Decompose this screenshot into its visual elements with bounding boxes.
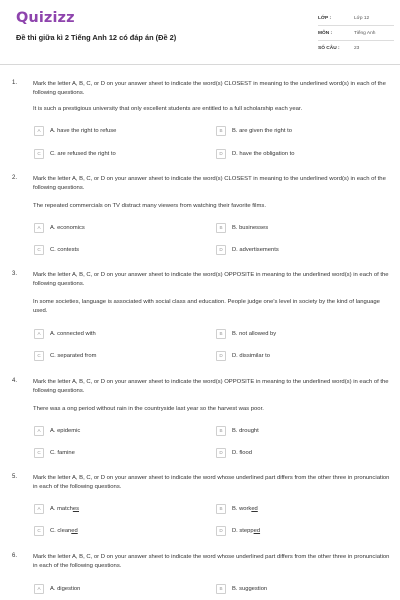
question-number: 2. [12, 175, 18, 181]
option-letter-box: D [216, 245, 226, 255]
question-number: 5. [12, 474, 18, 480]
option-c[interactable] [34, 148, 116, 159]
option-letter-box: A [34, 329, 44, 339]
meta-label: SỐ CÂU : [318, 46, 340, 51]
quizizz-logo: Quizizz [16, 10, 75, 26]
option-text: A. digestion [50, 585, 81, 592]
meta-label: MÔN : [318, 30, 333, 36]
question-passage: In some societies, language is associated with social class and education. People judge one's level in society by the kind of language used. [33, 299, 380, 314]
question-number: 6. [12, 553, 18, 559]
option-text: B. are given the right to [232, 127, 292, 134]
option-c[interactable] [34, 525, 78, 536]
option-a[interactable] [34, 583, 80, 594]
question-number: 1. [12, 80, 18, 86]
question-passage: The repeated commercials on TV distract many viewers from watching their favorite films. [33, 203, 266, 209]
header-divider [0, 64, 400, 65]
page-title: Đề thi giữa kì 2 Tiếng Anh 12 có đáp án (Đề 2) [16, 33, 177, 42]
question-instruction: Mark the letter A, B, C, or D on your answer sheet to indicate the word(s) OPPOSITE in meaning to the underlined word(s) in each of the following questions. [33, 272, 389, 287]
option-letter-box: C [34, 526, 44, 536]
option-d[interactable] [216, 525, 260, 536]
option-text: D. dissimilar to [232, 352, 271, 359]
question-instruction: Mark the letter A, B, C, or D on your answer sheet to indicate the word(s) CLOSEST in meaning to the underlined word(s) in each of the following questions. [33, 176, 386, 191]
option-b[interactable] [216, 328, 276, 339]
option-text: C. separated from [50, 352, 97, 359]
question-number: 4. [12, 378, 18, 384]
question-instruction: Mark the letter A, B, C, or D on your answer sheet to indicate the word whose underlined part differs from the other three in pronunciation in each of the following questions. [33, 475, 390, 490]
option-text: C. cleaned [50, 527, 78, 534]
option-text: C. contests [50, 246, 79, 253]
option-text: A. have the right to refuse [50, 127, 117, 134]
option-text: B. businesses [232, 224, 269, 231]
option-text: B. suggestion [232, 585, 268, 592]
option-text: D. flood [232, 449, 252, 456]
option-a[interactable] [34, 222, 85, 233]
option-letter-box: D [216, 351, 226, 361]
option-d[interactable] [216, 447, 252, 458]
option-text: B. drought [232, 427, 259, 434]
option-b[interactable] [216, 125, 292, 136]
meta-row-count [318, 41, 394, 56]
option-letter-box: D [216, 448, 226, 458]
option-letter-box: B [216, 329, 226, 339]
question-instruction: Mark the letter A, B, C, or D on your answer sheet to indicate the word whose underlined part differs from the other three in pronunciation in each of the following questions. [33, 554, 390, 569]
option-letter-box: A [34, 504, 44, 514]
option-letter-box: B [216, 426, 226, 436]
option-b[interactable] [216, 583, 267, 594]
option-text: A. economics [50, 224, 85, 231]
option-c[interactable] [34, 447, 75, 458]
option-text: B. not allowed by [232, 330, 277, 337]
option-letter-box: D [216, 149, 226, 159]
option-b[interactable] [216, 222, 268, 233]
option-text: B. worked [232, 505, 258, 512]
option-letter-box: B [216, 584, 226, 594]
meta-label: LỚP : [318, 15, 332, 21]
option-letter-box: B [216, 126, 226, 136]
question-passage: There was a ong period without rain in the countryside last year so the harvest was poor. [33, 406, 264, 412]
option-text: D. stepped [232, 527, 261, 534]
option-a[interactable] [34, 125, 116, 136]
option-letter-box: C [34, 149, 44, 159]
option-d[interactable] [216, 244, 279, 255]
meta-table [318, 11, 394, 56]
option-a[interactable] [34, 328, 96, 339]
meta-row-class [318, 11, 394, 26]
meta-value: 23 [354, 46, 360, 51]
option-letter-box: C [34, 351, 44, 361]
option-c[interactable] [34, 350, 96, 361]
meta-value: Tiếng Anh [354, 30, 376, 36]
question-passage: It is such a prestigious university that only excellent students are entitled to a full scholarship each year. [33, 106, 303, 112]
option-a[interactable] [34, 425, 80, 436]
option-letter-box: C [34, 245, 44, 255]
option-d[interactable] [216, 350, 270, 361]
option-text: D. advertisements [232, 246, 279, 253]
option-letter-box: D [216, 526, 226, 536]
option-a[interactable] [34, 503, 79, 514]
option-letter-box: A [34, 426, 44, 436]
option-text: A. epidemic [50, 427, 81, 434]
option-text: A. matches [50, 505, 79, 512]
option-text: D. have the obligation to [232, 150, 295, 157]
option-letter-box: A [34, 584, 44, 594]
meta-row-subject [318, 26, 394, 41]
question-instruction: Mark the letter A, B, C, or D on your answer sheet to indicate the word(s) CLOSEST in meaning to the underlined word(s) in each of the following questions. [33, 81, 386, 96]
question-number: 3. [12, 271, 18, 277]
option-letter-box: C [34, 448, 44, 458]
option-text: C. are refused the right to [50, 150, 116, 157]
option-letter-box: B [216, 223, 226, 233]
option-b[interactable] [216, 503, 258, 514]
option-letter-box: B [216, 504, 226, 514]
question-instruction: Mark the letter A, B, C, or D on your answer sheet to indicate the word(s) OPPOSITE in meaning to the underlined word(s) in each of the following questions. [33, 379, 389, 394]
option-letter-box: A [34, 223, 44, 233]
option-text: A. connected with [50, 330, 96, 337]
option-letter-box: A [34, 126, 44, 136]
option-c[interactable] [34, 244, 79, 255]
option-b[interactable] [216, 425, 259, 436]
meta-value: Lớp 12 [354, 15, 370, 21]
option-text: C. famine [50, 449, 75, 456]
option-d[interactable] [216, 148, 295, 159]
